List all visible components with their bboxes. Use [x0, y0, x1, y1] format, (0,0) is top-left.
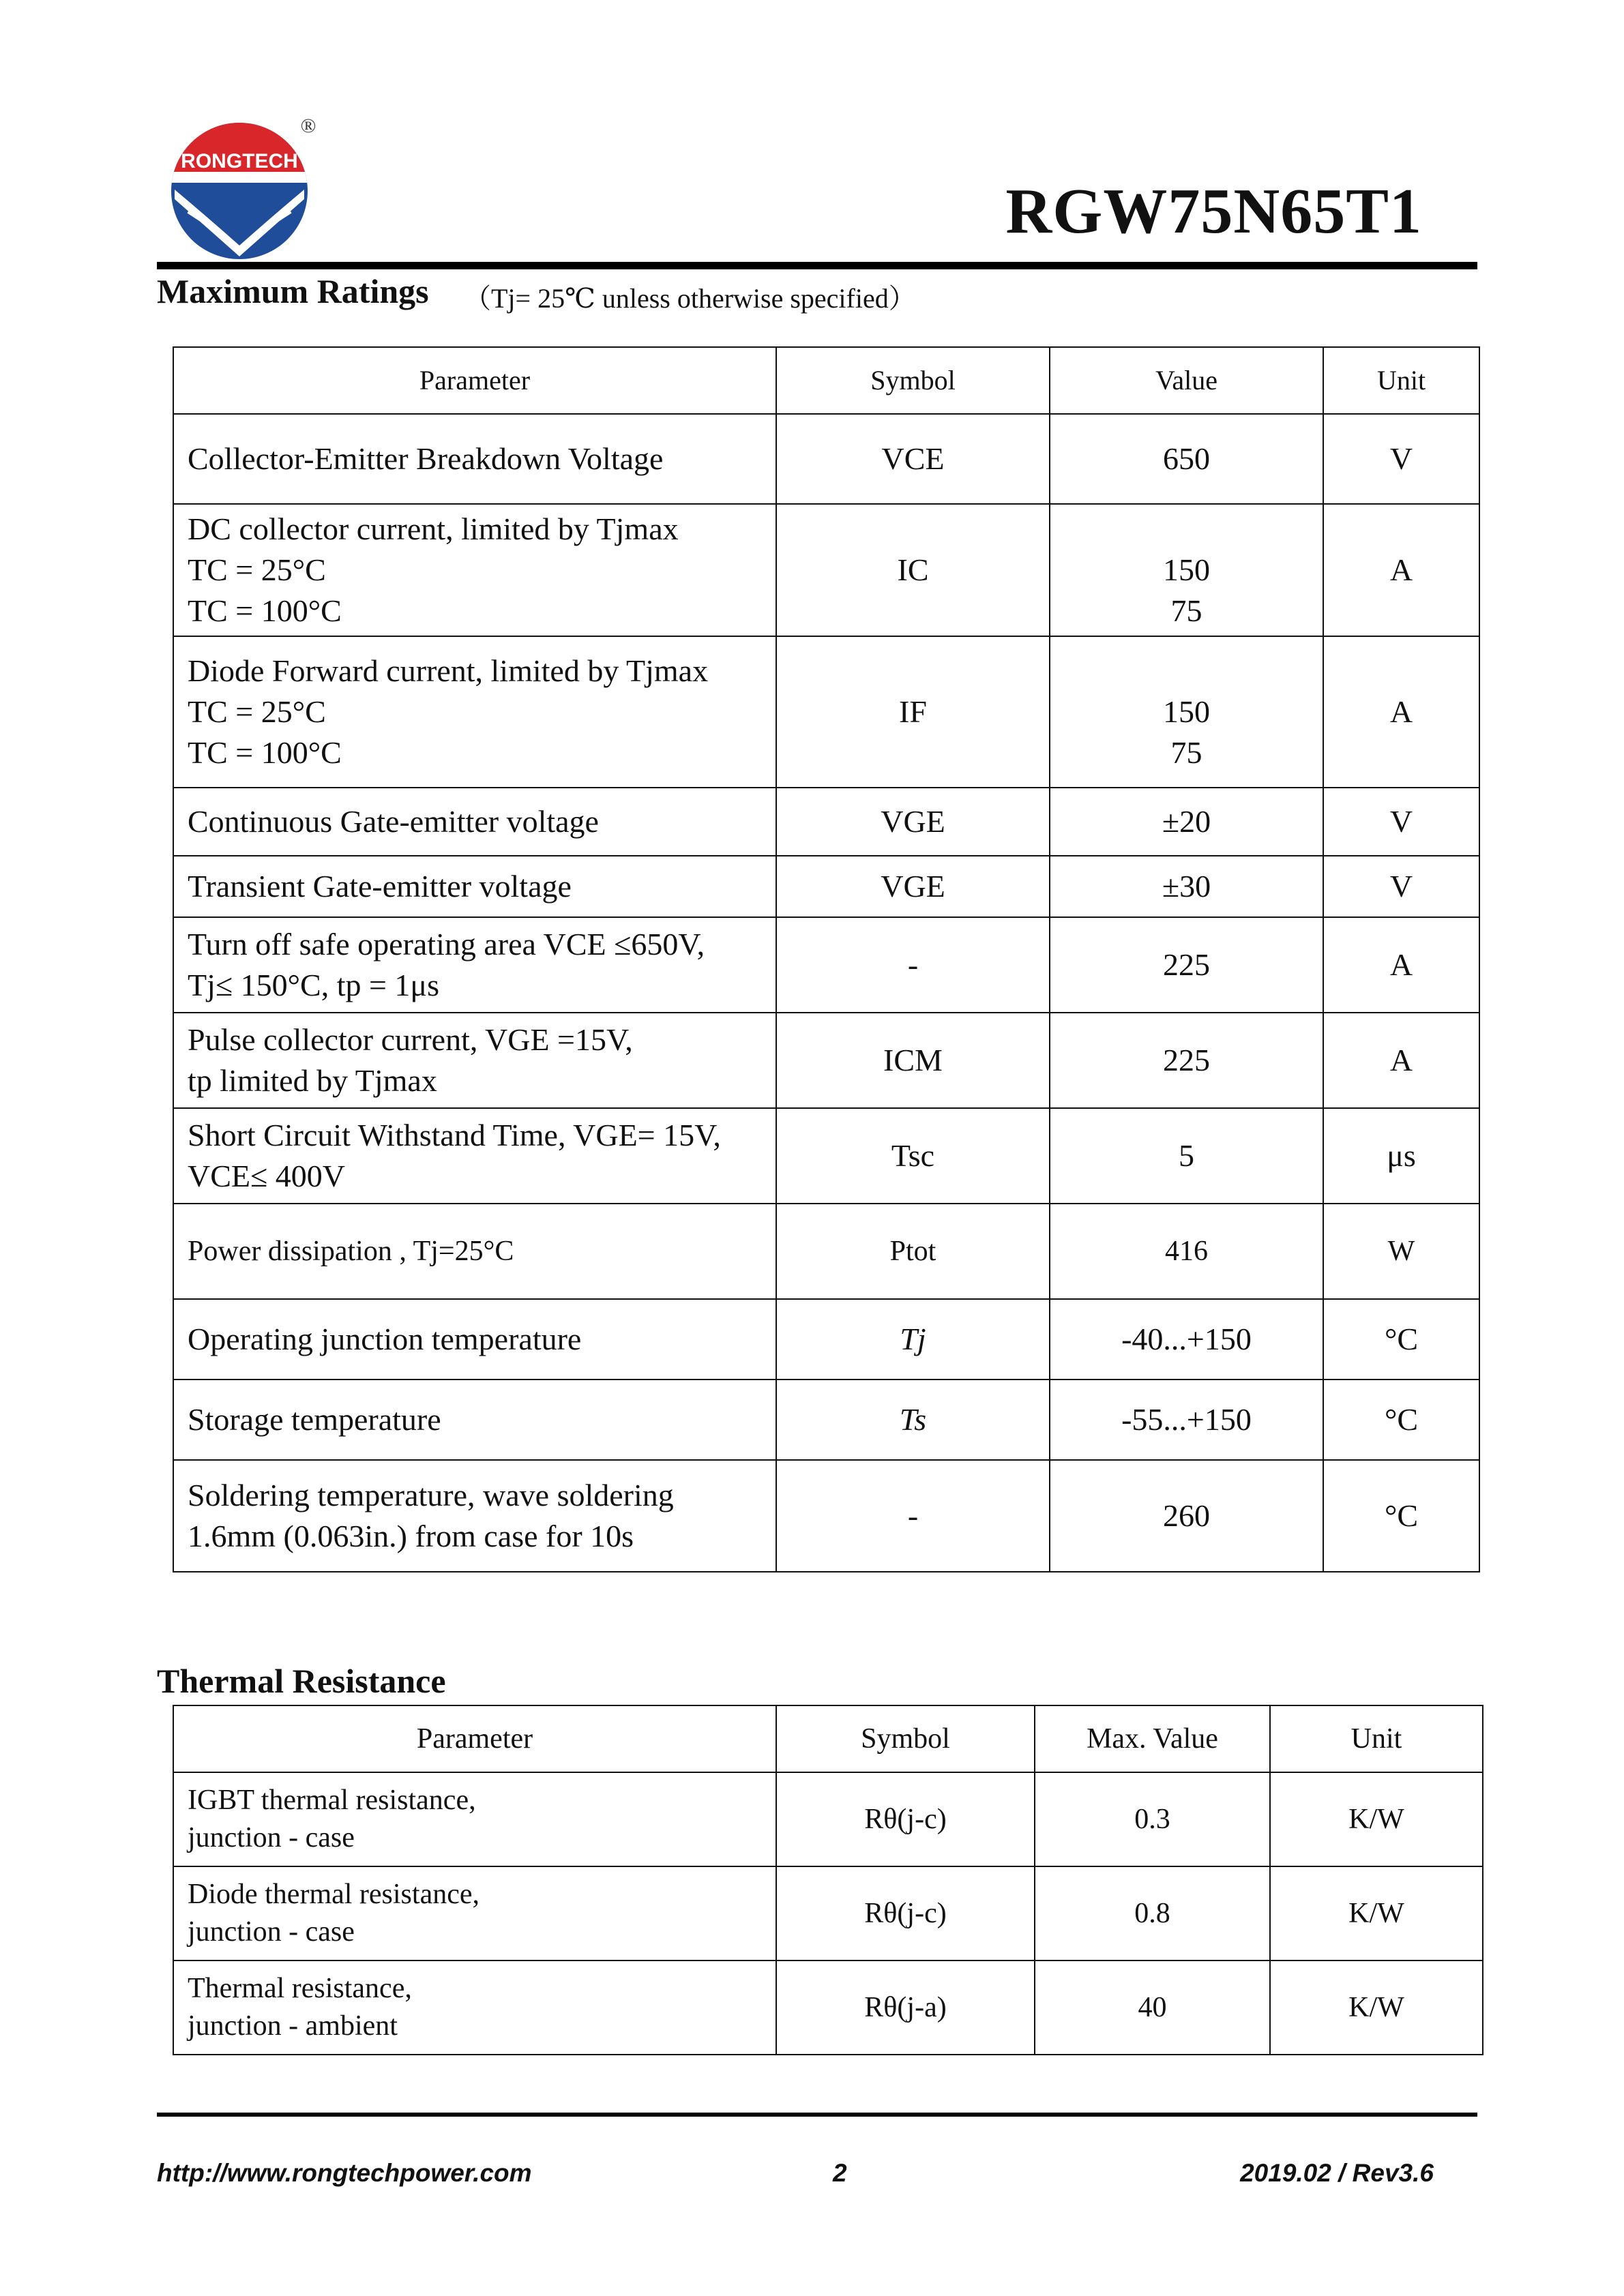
col-header-unit: Unit [1270, 1705, 1483, 1772]
symbol-cell: VCE [776, 414, 1050, 504]
col-header-symbol: Symbol [776, 1705, 1035, 1772]
param-cell [173, 1866, 776, 1960]
param-line: TC = 100°C [188, 593, 342, 628]
symbol-cell: Rθ(j-c) [776, 1866, 1035, 1960]
value-cell: 5 [1050, 1108, 1323, 1204]
param-line: 1.6mm (0.063in.) from case for 10s [188, 1519, 634, 1553]
symbol-cell: VGE [776, 856, 1050, 917]
param-cell [173, 1460, 776, 1572]
param-cell [173, 636, 776, 788]
unit-cell: A [1323, 917, 1479, 1013]
value-cell: ±20 [1050, 788, 1323, 856]
symbol-cell: Tj [776, 1299, 1050, 1380]
table-row [173, 414, 1479, 504]
logo-text: RONGTECH [181, 150, 298, 173]
value-cell: ±30 [1050, 856, 1323, 917]
param-cell: Operating junction temperature [173, 1299, 776, 1380]
unit-cell: °C [1323, 1299, 1479, 1380]
param-cell: Continuous Gate-emitter voltage [173, 788, 776, 856]
param-cell [173, 1960, 776, 2055]
unit-cell: V [1323, 414, 1479, 504]
param-line: IGBT thermal resistance, [188, 1785, 476, 1817]
param-cell: Collector-Emitter Breakdown Voltage [173, 414, 776, 504]
value-cell: 40 [1035, 1960, 1270, 2055]
symbol-cell: IF [776, 636, 1050, 788]
unit-cell: °C [1323, 1460, 1479, 1572]
value-line: 75 [1170, 735, 1202, 770]
symbol-cell: - [776, 917, 1050, 1013]
col-header-symbol: Symbol [776, 347, 1050, 414]
param-line: junction - ambient [188, 2010, 398, 2042]
table-header-row [173, 1705, 1483, 1772]
value-line: 150 [1163, 552, 1210, 588]
param-line: Thermal resistance, [188, 1973, 412, 2005]
unit-cell: W [1323, 1204, 1479, 1299]
section-condition: （Tj= 25℃ unless otherwise specified） [464, 283, 916, 314]
section-title-thermal-resistance: Thermal Resistance [157, 1662, 446, 1700]
footer-rule [157, 2113, 1477, 2117]
param-line: Diode Forward current, limited by Tjmax [188, 653, 709, 689]
footer-page-number: 2 [833, 2159, 847, 2187]
footer-revision: 2019.02 / Rev3.6 [1240, 2159, 1434, 2187]
value-cell: 650 [1050, 414, 1323, 504]
param-line: junction - case [188, 1916, 355, 1948]
param-line: TC = 100°C [188, 734, 342, 770]
header-rule [157, 262, 1477, 269]
table-row [173, 1013, 1479, 1108]
col-header-value: Value [1050, 347, 1323, 414]
param-line: TC = 25°C [188, 552, 326, 588]
symbol-cell: - [776, 1460, 1050, 1572]
unit-cell: K/W [1270, 1772, 1483, 1866]
table-row [173, 788, 1479, 856]
value-cell: 225 [1050, 917, 1323, 1013]
value-cell: 416 [1050, 1204, 1323, 1299]
value-cell [1050, 636, 1323, 788]
table-row [173, 1108, 1479, 1204]
param-line: Pulse collector current, VGE =15V, [188, 1022, 633, 1058]
param-line: Tj≤ 150°C, tp = 1μs [188, 968, 439, 1002]
col-header-parameter: Parameter [173, 347, 776, 414]
section-title-max-ratings: Maximum Ratings [157, 272, 429, 310]
part-number-title: RGW75N65T1 [1005, 176, 1422, 247]
table-row [173, 1460, 1479, 1572]
thermal-resistance-table [173, 1705, 1483, 2055]
table-row [173, 1866, 1483, 1960]
unit-cell: V [1323, 856, 1479, 917]
symbol-cell: Tsc [776, 1108, 1050, 1204]
value-cell: 0.3 [1035, 1772, 1270, 1866]
footer-website-link[interactable]: http://www.rongtechpower.com [157, 2159, 532, 2187]
unit-cell: K/W [1270, 1960, 1483, 2055]
param-line: Soldering temperature, wave soldering [188, 1478, 674, 1513]
table-row [173, 1204, 1479, 1299]
unit-cell: V [1323, 788, 1479, 856]
table-header-row [173, 347, 1479, 414]
col-header-parameter: Parameter [173, 1705, 776, 1772]
table-row [173, 1960, 1483, 2055]
param-line: DC collector current, limited by Tjmax [188, 511, 679, 547]
symbol-cell: Rθ(j-a) [776, 1960, 1035, 2055]
param-line: tp limited by Tjmax [188, 1063, 437, 1098]
table-row [173, 504, 1479, 636]
col-header-unit: Unit [1323, 347, 1479, 414]
param-cell: Power dissipation , Tj=25°C [173, 1204, 776, 1299]
table-row [173, 856, 1479, 917]
unit-cell: A [1323, 504, 1479, 636]
value-cell: -40...+150 [1050, 1299, 1323, 1380]
symbol-cell: ICM [776, 1013, 1050, 1108]
unit-cell: A [1323, 1013, 1479, 1108]
param-cell [173, 917, 776, 1013]
param-cell [173, 1013, 776, 1108]
table-row [173, 917, 1479, 1013]
table-row [173, 636, 1479, 788]
value-cell [1050, 504, 1323, 636]
value-cell: 0.8 [1035, 1866, 1270, 1960]
param-cell: Transient Gate-emitter voltage [173, 856, 776, 917]
param-line: Diode thermal resistance, [188, 1879, 479, 1911]
symbol-cell: Ptot [776, 1204, 1050, 1299]
unit-cell: °C [1323, 1380, 1479, 1460]
registered-mark: ® [300, 115, 316, 137]
param-line: VCE≤ 400V [188, 1159, 345, 1193]
param-line: Turn off safe operating area VCE ≤650V, [188, 927, 705, 962]
value-cell: 260 [1050, 1460, 1323, 1572]
symbol-cell: IC [776, 504, 1050, 636]
param-line: TC = 25°C [188, 694, 326, 730]
value-line: 150 [1163, 694, 1210, 730]
rongtech-logo [168, 109, 325, 266]
col-header-max-value: Max. Value [1035, 1705, 1270, 1772]
symbol-cell: VGE [776, 788, 1050, 856]
table-row [173, 1299, 1479, 1380]
param-cell [173, 504, 776, 636]
param-cell [173, 1108, 776, 1204]
max-ratings-table [173, 346, 1480, 1572]
symbol-cell: Ts [776, 1380, 1050, 1460]
value-cell: 225 [1050, 1013, 1323, 1108]
param-line: Short Circuit Withstand Time, VGE= 15V, [188, 1118, 721, 1153]
table-row [173, 1380, 1479, 1460]
param-cell [173, 1772, 776, 1866]
value-line: 75 [1170, 593, 1202, 628]
value-cell: -55...+150 [1050, 1380, 1323, 1460]
symbol-cell: Rθ(j-c) [776, 1772, 1035, 1866]
table-row [173, 1772, 1483, 1866]
unit-cell: μs [1323, 1108, 1479, 1204]
unit-cell: A [1323, 636, 1479, 788]
param-line: junction - case [188, 1822, 355, 1853]
param-cell: Storage temperature [173, 1380, 776, 1460]
unit-cell: K/W [1270, 1866, 1483, 1960]
